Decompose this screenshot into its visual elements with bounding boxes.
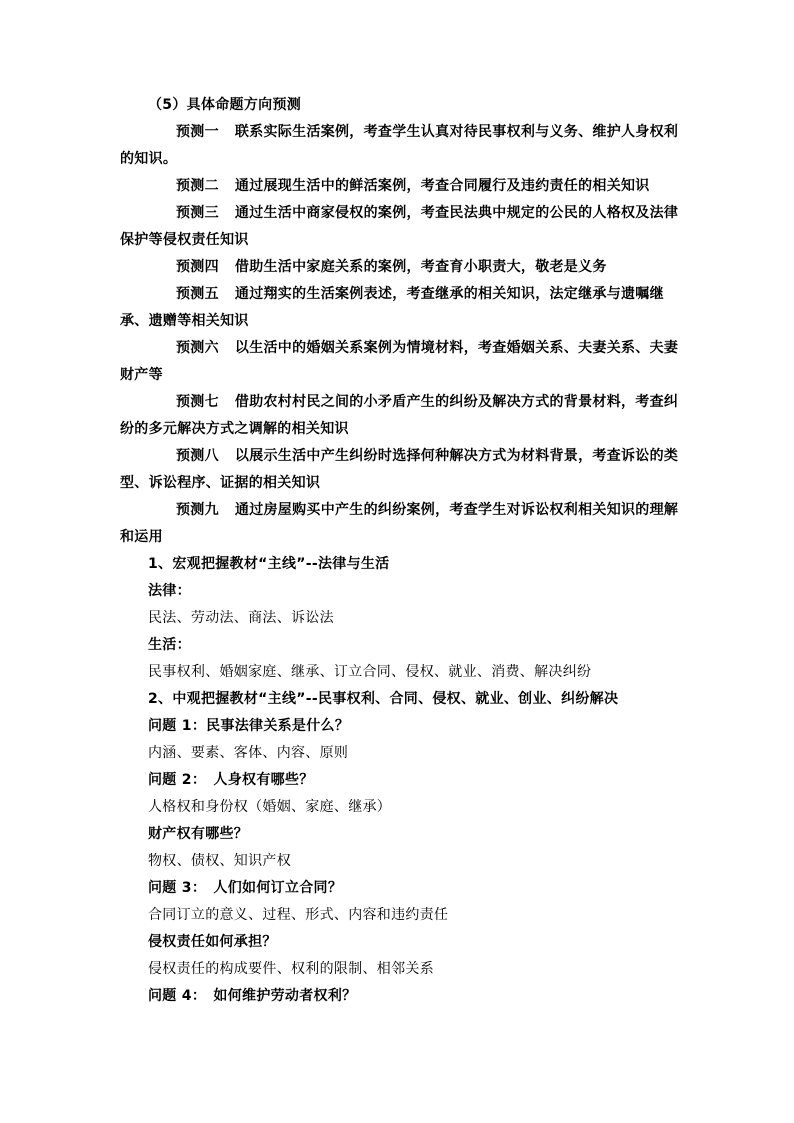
prediction-text: 通过房屋购买中产生的纠纷案例，考查学生对诉讼权利相关知识的理解和运用 xyxy=(120,502,679,545)
outline-heading-macro: 1、宏观把握教材“主线”--法律与生活 xyxy=(148,556,390,572)
outline-answer-2: 人格权和身份权（婚姻、家庭、继承） xyxy=(148,799,392,815)
prediction-label: 预测四 xyxy=(176,259,219,275)
prediction-item xyxy=(120,389,680,443)
document-body xyxy=(120,92,680,1010)
prediction-label: 预测一 xyxy=(176,124,219,140)
prediction-text: 借助农村村民之间的小矛盾产生的纠纷及解决方式的背景材料，考查纠纷的多元解决方式之调解的相关知识 xyxy=(120,394,679,437)
prediction-label: 预测八 xyxy=(176,448,219,464)
prediction-item xyxy=(120,335,680,389)
prediction-text: 借助生活中家庭关系的案例，考查育小职责大，敬老是义务 xyxy=(234,259,607,275)
outline-list xyxy=(120,551,680,1010)
outline-label-law: 法律： xyxy=(148,583,191,599)
prediction-label: 预测七 xyxy=(176,394,219,410)
outline-question-1: 问题 1：民事法律关系是什么？ xyxy=(148,718,350,734)
prediction-label: 预测二 xyxy=(176,178,219,194)
prediction-label: 预测五 xyxy=(176,286,219,302)
prediction-text: 以生活中的婚姻关系案例为情境材料，考查婚姻关系、夫妻关系、夫妻财产等 xyxy=(120,340,679,383)
outline-question-tort: 侵权责任如何承担？ xyxy=(148,934,277,950)
outline-answer-property: 物权、债权、知识产权 xyxy=(148,853,291,869)
outline-label-life: 生活： xyxy=(148,637,191,653)
prediction-text: 通过翔实的生活案例表述，考查继承的相关知识，法定继承与遗嘱继承、遗赠等相关知识 xyxy=(120,286,664,329)
outline-life-items: 民事权利、婚姻家庭、继承、订立合同、侵权、就业、消费、解决纠纷 xyxy=(148,664,592,680)
outline-law-items: 民法、劳动法、商法、诉讼法 xyxy=(148,610,334,626)
prediction-text: 以展示生活中产生纠纷时选择何种解决方式为材料背景，考查诉讼的类型、诉讼程序、证据的相关知识 xyxy=(120,448,679,491)
prediction-text: 联系实际生活案例，考查学生认真对待民事权利与义务、维护人身权利的知识。 xyxy=(120,124,679,167)
outline-question-2: 问题 2： 人身权有哪些？ xyxy=(148,772,314,788)
prediction-item xyxy=(120,254,680,281)
outline-answer-tort: 侵权责任的构成要件、权利的限制、相邻关系 xyxy=(148,961,434,977)
outline-answer-3: 合同订立的意义、过程、形式、内容和违约责任 xyxy=(148,907,449,923)
prediction-item xyxy=(120,200,680,254)
prediction-label: 预测三 xyxy=(176,205,219,221)
prediction-item xyxy=(120,281,680,335)
prediction-item xyxy=(120,119,680,173)
outline-heading-meso: 2、中观把握教材“主线”--民事权利、合同、侵权、就业、创业、纠纷解决 xyxy=(148,691,619,707)
prediction-item xyxy=(120,443,680,497)
prediction-text: 通过生活中商家侵权的案例，考查民法典中规定的公民的人格权及法律保护等侵权责任知识 xyxy=(120,205,679,248)
prediction-item xyxy=(120,173,680,200)
section-title: （5）具体命题方向预测 xyxy=(148,97,302,113)
prediction-label: 预测九 xyxy=(176,502,219,518)
prediction-text: 通过展现生活中的鲜活案例，考查合同履行及违约责任的相关知识 xyxy=(234,178,650,194)
outline-question-property: 财产权有哪些？ xyxy=(148,826,249,842)
prediction-item xyxy=(120,497,680,551)
outline-question-3: 问题 3： 人们如何订立合同？ xyxy=(148,880,343,896)
outline-question-4: 问题 4： 如何维护劳动者权利？ xyxy=(148,988,357,1004)
outline-answer-1: 内涵、要素、客体、内容、原则 xyxy=(148,745,349,761)
prediction-list xyxy=(120,119,680,551)
prediction-label: 预测六 xyxy=(176,340,219,356)
